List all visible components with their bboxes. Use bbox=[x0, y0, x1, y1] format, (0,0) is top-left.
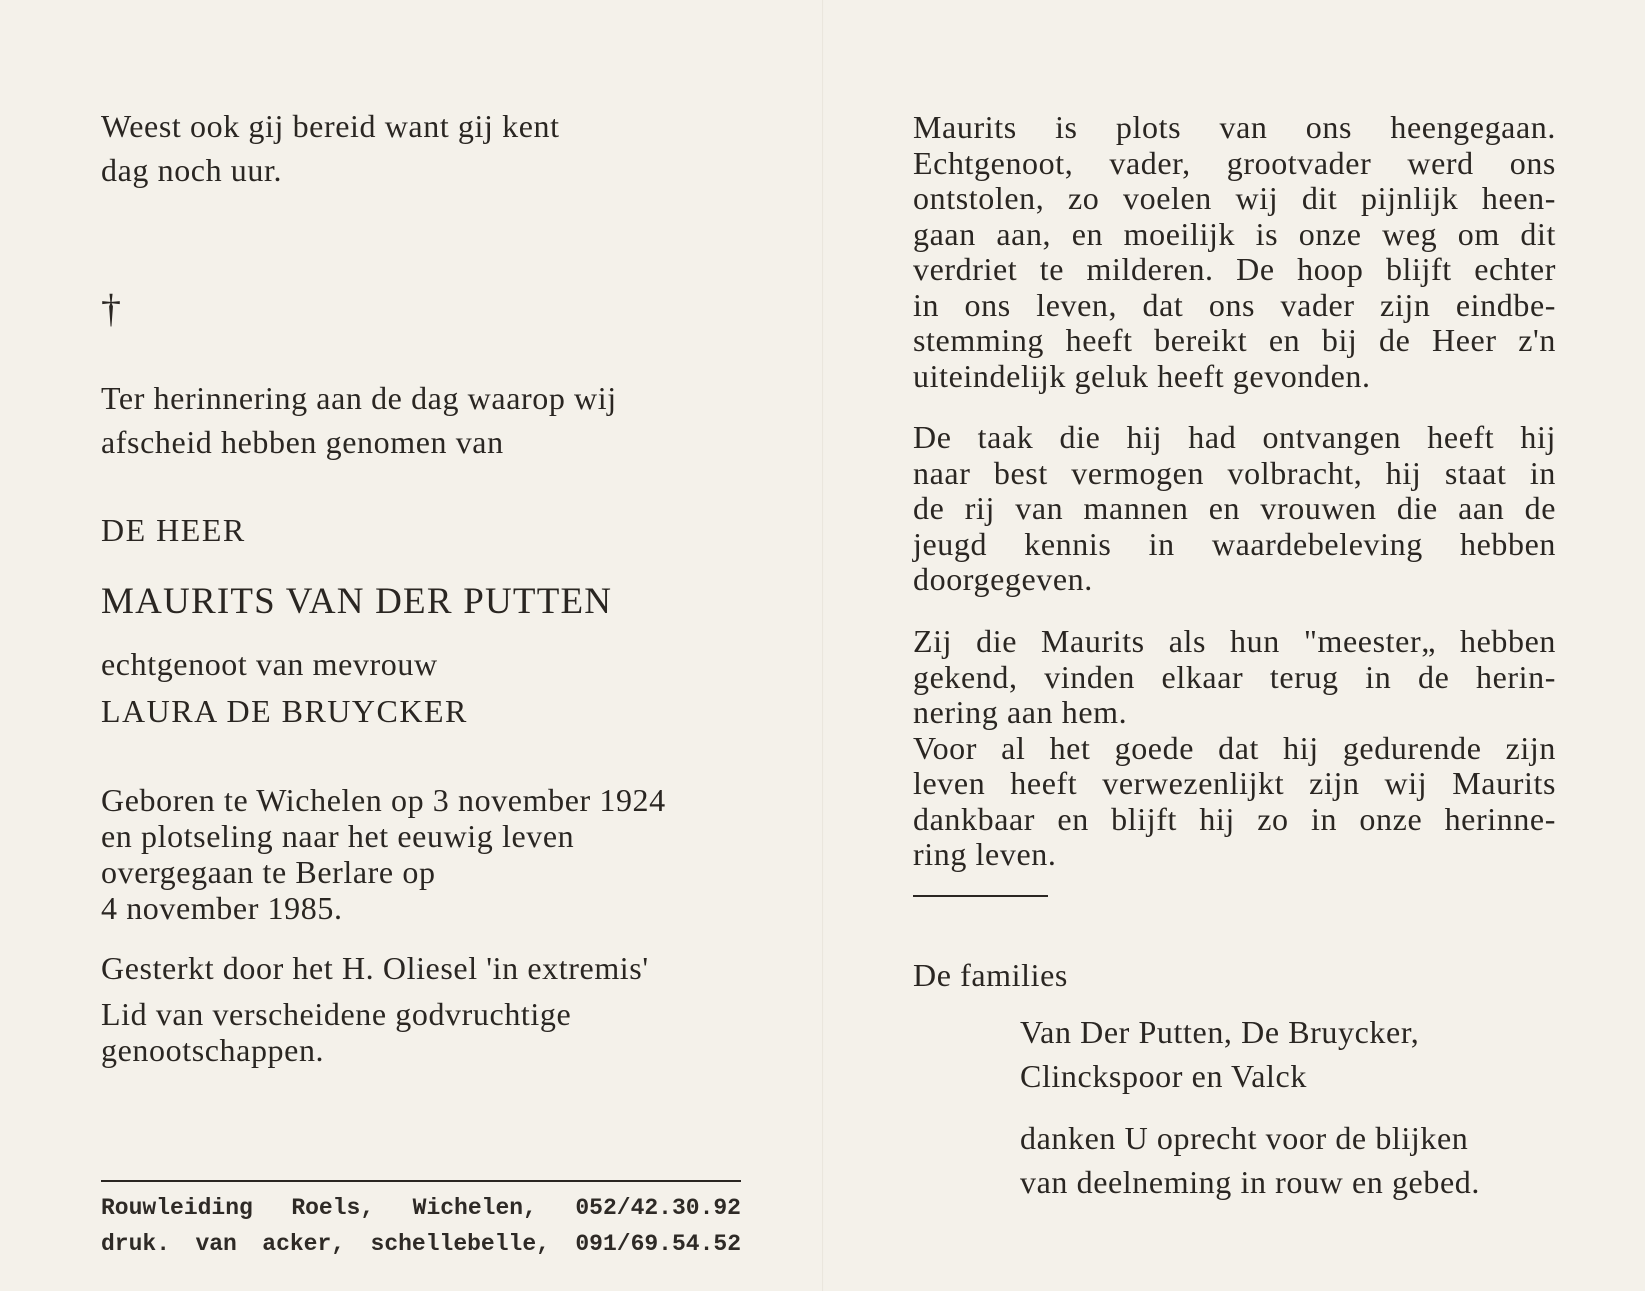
thanks bbox=[1020, 1116, 1480, 1204]
life-line: Geboren te Wichelen op 3 november 1924 bbox=[101, 782, 666, 818]
text-line: de rij van mannen en vrouwen die aan de bbox=[913, 490, 1556, 526]
families-label: De families bbox=[913, 957, 1068, 993]
separator-rule bbox=[913, 895, 1048, 897]
footer-line: Rouwleiding Roels, Wichelen, 052/42.30.92 bbox=[101, 1195, 741, 1221]
footer bbox=[101, 1190, 741, 1262]
life-details bbox=[101, 782, 741, 926]
motto bbox=[101, 104, 741, 192]
footer-rule bbox=[101, 1180, 741, 1182]
motto-line: dag noch uur. bbox=[101, 152, 283, 188]
text-line: Echtgenoot, vader, grootvader werd ons bbox=[913, 144, 1556, 181]
text-line: doorgegeven. bbox=[913, 561, 1093, 597]
title: DE HEER bbox=[101, 512, 246, 548]
intro-line: afscheid hebben genomen van bbox=[101, 424, 504, 460]
text-line: naar best vermogen volbracht, hij staat in bbox=[913, 454, 1556, 491]
paragraph-2 bbox=[913, 420, 1556, 598]
text-line: Zij die Maurits als hun "meester„ hebben bbox=[913, 623, 1556, 659]
intro bbox=[101, 376, 741, 464]
text-line: dankbaar en blijft hij zo in onze herinne- bbox=[913, 800, 1556, 837]
text-line: ontstolen, zo voelen wij dit pijnlijk heen- bbox=[913, 180, 1556, 216]
text-line: uiteindelijk geluk heeft gevonden. bbox=[913, 357, 1371, 394]
card-fold bbox=[822, 0, 824, 1291]
paragraph-1 bbox=[913, 110, 1556, 394]
motto-line: Weest ook gij bereid want gij kent bbox=[101, 108, 560, 144]
text-line: verdriet te milderen. De hoop blijft echter bbox=[913, 251, 1556, 287]
text-line: Voor al het goede dat hij gedurende zijn bbox=[913, 729, 1556, 766]
families-list bbox=[1020, 1010, 1419, 1098]
paragraph-3 bbox=[913, 624, 1556, 873]
life-line: 4 november 1985. bbox=[101, 890, 343, 926]
text-line: De taak die hij had ontvangen heeft hij bbox=[913, 419, 1556, 455]
text-line: leven heeft verwezenlijkt zijn wij Maurits bbox=[913, 765, 1556, 801]
text-line: Maurits is plots van ons heengegaan. bbox=[913, 109, 1556, 145]
text-line: in ons leven, dat ons vader zijn eindbe- bbox=[913, 286, 1556, 323]
family-line: Clinckspoor en Valck bbox=[1020, 1058, 1307, 1094]
text-line: gekend, vinden elkaar terug in de herin- bbox=[913, 658, 1556, 695]
thanks-line: van deelneming in rouw en gebed. bbox=[1020, 1164, 1480, 1200]
cross-icon: † bbox=[101, 286, 121, 331]
intro-line: Ter herinnering aan de dag waarop wij bbox=[101, 380, 617, 416]
text-line: jeugd kennis in waardebeleving hebben bbox=[913, 525, 1556, 562]
member-line: Lid van verscheidene godvruchtige bbox=[101, 996, 572, 1032]
sacrament: Gesterkt door het H. Oliesel 'in extremis' bbox=[101, 950, 649, 986]
text-line: stemming heeft bereikt en bij de Heer z'n bbox=[913, 322, 1556, 358]
life-line: en plotseling naar het eeuwig leven bbox=[101, 818, 575, 854]
text-line: nering aan hem. bbox=[913, 694, 1128, 730]
member-line: genootschappen. bbox=[101, 1032, 325, 1068]
text-line: ring leven. bbox=[913, 836, 1057, 872]
life-line: overgegaan te Berlare op bbox=[101, 854, 436, 890]
deceased-name: MAURITS VAN DER PUTTEN bbox=[101, 581, 613, 622]
family-line: Van Der Putten, De Bruycker, bbox=[1020, 1014, 1420, 1050]
text-line: gaan aan, en moeilijk is onze weg om dit bbox=[913, 215, 1556, 252]
spouse-label: echtgenoot van mevrouw bbox=[101, 646, 438, 682]
membership bbox=[101, 996, 741, 1068]
footer-line: druk. van acker, schellebelle, 091/69.54.52 bbox=[101, 1231, 741, 1257]
spouse-name: LAURA DE BRUYCKER bbox=[101, 693, 468, 729]
thanks-line: danken U oprecht voor de blijken bbox=[1020, 1120, 1469, 1156]
